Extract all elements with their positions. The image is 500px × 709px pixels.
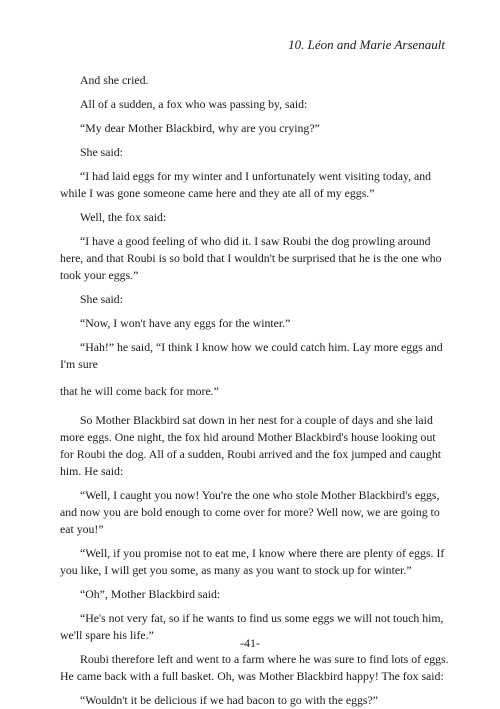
story-paragraph: She said: (80, 292, 123, 306)
story-paragraph: “I have a good feeling of who did it. I saw Roubi the dog prowling around here, and that Roubi is so bold that I wouldn't be surprised that he is the one who took your eggs.” (60, 234, 442, 282)
story-paragraph: “Now, I won't have any eggs for the winter.” (80, 316, 291, 330)
story-paragraph: “Hah!” he said, “I think I know how we could catch him. Lay more eggs and I'm sure (60, 340, 443, 371)
story-paragraph: “Wouldn't it be delicious if we had bacon to go with the eggs?” (80, 693, 378, 707)
story-paragraph: “Oh”, Mother Blackbird said: (80, 587, 221, 601)
story-paragraph: She said: (80, 145, 123, 159)
story-paragraph: “Well, if you promise not to eat me, I know where there are plenty of eggs. If you like, I will get you some, as many as you want to stock up for winter.” (60, 546, 445, 577)
story-paragraph: “He's not very fat, so if he wants to find us some eggs we will not touch him, we'll spare his life.” (60, 611, 444, 642)
story-paragraph: “Well, I caught you now! You're the one who stole Mother Blackbird's eggs, and now you are bold enough to come over for more? Well now, we are going to eat you!” (60, 488, 440, 536)
running-header: 10. Léon and Marie Arsenault (288, 37, 445, 52)
story-paragraph: All of a sudden, a fox who was passing by, said: (80, 97, 308, 111)
story-paragraph: that he will come back for more.” (60, 384, 219, 398)
story-paragraph: “I had laid eggs for my winter and I unfortunately went visiting today, and while I was gone someone came here and they ate all of my eggs.” (60, 169, 432, 200)
story-paragraph: And she cried. (80, 73, 149, 87)
story-paragraph: Roubi therefore left and went to a farm where he was sure to find lots of eggs. He came back with a full basket. Oh, was Mother Blackbird happy! The fox said: (60, 652, 449, 683)
story-paragraph: “My dear Mother Blackbird, why are you crying?” (80, 121, 320, 135)
story-paragraph: Well, the fox said: (80, 210, 167, 224)
story-paragraph: So Mother Blackbird sat down in her nest for a couple of days and she laid more eggs. One night, the fox hid around Mother Blackbird's house looking out for Roubi the dog. All of a sudden, Roubi arrived and the fox jumped and caught him. He said: (60, 413, 442, 478)
story-text (60, 72, 452, 709)
page-number: -41- (240, 636, 260, 650)
